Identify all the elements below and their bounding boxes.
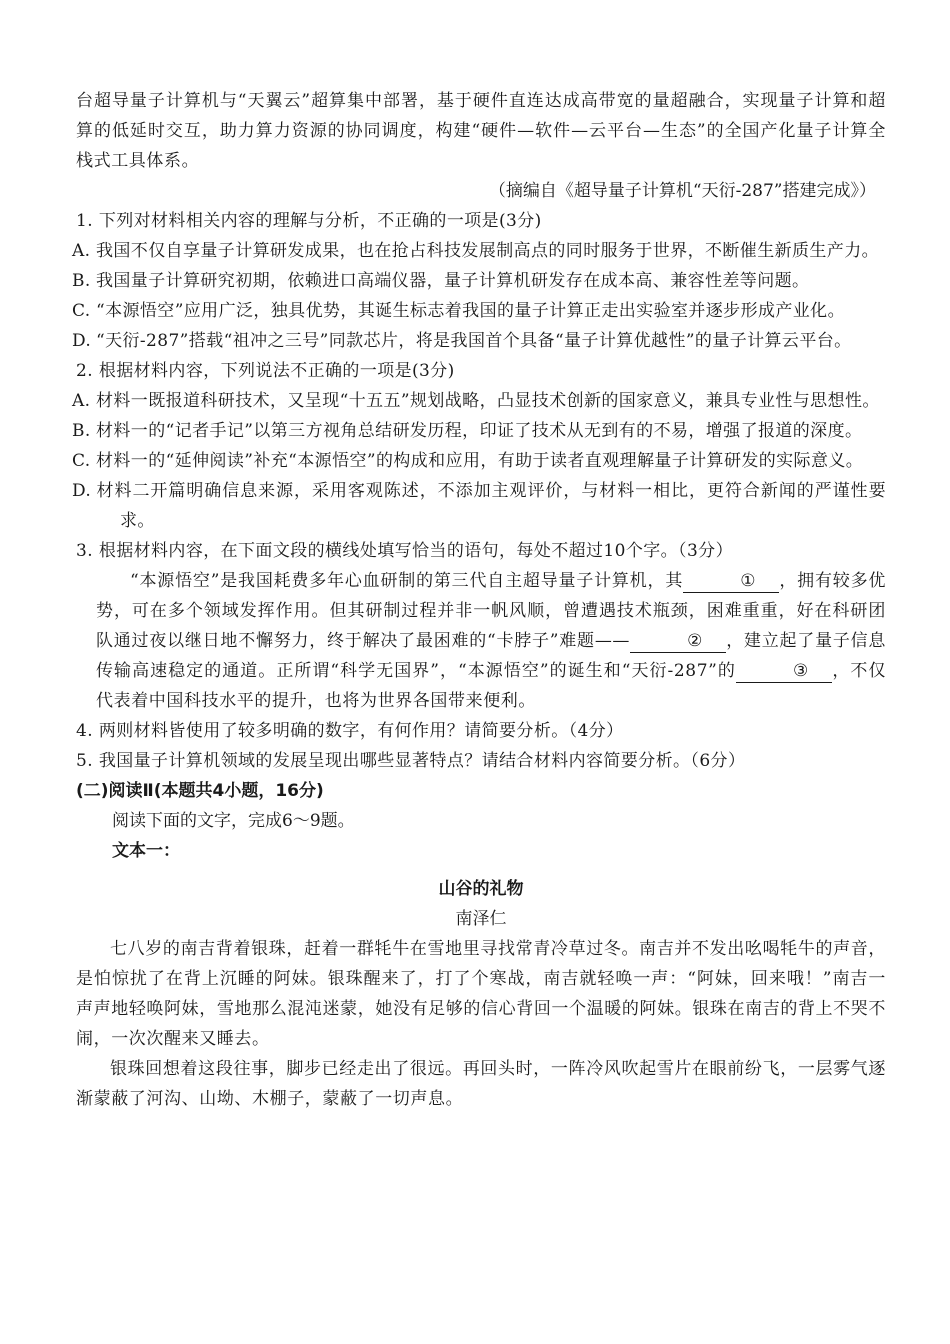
question-2 [72,356,886,536]
passage-segment: “本源悟空”是我国耗费多年心血研制的第三代自主超导量子计算机，其 [130,571,684,591]
passage-segment: ，不仅代表着中国科技水平的提升，也将为世界各国带来便利。 [96,661,886,711]
option-text: “天衍-287”搭载“祖冲之三号”同款芯片，将是我国首个具备“量子计算优越性”的量子计算云平台。 [96,331,852,351]
question-4: 4. 两则材料皆使用了较多明确的数字，有何作用？请简要分析。（4分） [76,721,624,741]
question-2-option-d: D. 材料二开篇明确信息来源，采用客观陈述，不添加主观评价，与材料一相比，更符合新闻的严谨性要求。 [72,481,886,531]
story-author: 南泽仁 [455,909,507,929]
option-text: 材料二开篇明确信息来源，采用客观陈述，不添加主观评价，与材料一相比，更符合新闻的严谨性要求。 [96,481,886,531]
passage-segment: ，建立起了量子信息传输高速稳定的通道。正所谓“科学无国界”，“本源悟空”的诞生和“天衍-287”的 [96,631,886,681]
blank-3[interactable]: ③ [736,660,832,683]
option-text: 我国不仅自享量子计算研发成果，也在抢占科技发展制高点的同时服务于世界，不断催生新质生产力。 [96,241,879,261]
question-3-stem: 3. 根据材料内容，在下面文段的横线处填写恰当的语句，每处不超过10个字。（3分） [76,541,733,561]
section-heading: (二)阅读Ⅱ(本题共4小题，16分) [76,781,324,801]
question-5: 5. 我国量子计算机领域的发展呈现出哪些显著特点？请结合材料内容简要分析。（6分） [76,751,746,771]
option-text: 材料一既报道科研技术，又呈现“十五五”规划战略，凸显技术创新的国家意义，兼具专业性与思想性。 [96,391,880,411]
question-3 [76,536,886,716]
reading-instruction: 阅读下面的文字，完成6～9题。 [112,811,355,831]
question-2-option-b: B. 材料一的“记者手记”以第三方视角总结研发历程，印证了技术从无到有的不易，增强了报道的深度。 [72,421,863,441]
question-1-option-a: A. 我国不仅自享量子计算研发成果，也在抢占科技发展制高点的同时服务于世界，不断催生新质生产力。 [72,241,879,261]
question-1-option-b: B. 我国量子计算研究初期，依赖进口高端仪器，量子计算机研发存在成本高、兼容性差等问题。 [72,271,810,291]
question-2-stem: 2. 根据材料内容，下列说法不正确的一项是(3分) [76,361,455,381]
story-title: 山谷的礼物 [438,879,524,899]
question-1-option-d: D. “天衍-287”搭载“祖冲之三号”同款芯片，将是我国首个具备“量子计算优越性”的量子计算云平台。 [72,331,852,351]
question-3-passage [76,566,886,716]
article-source: （摘编自《超导量子计算机“天衍-287”搭建完成》） [488,181,876,201]
option-text: 我国量子计算研究初期，依赖进口高端仪器，量子计算机研发存在成本高、兼容性差等问题。 [96,271,810,291]
option-text: 材料一的“记者手记”以第三方视角总结研发历程，印证了技术从无到有的不易，增强了报道的深度。 [96,421,863,441]
story-paragraph: 银珠回想着这段往事，脚步已经走出了很远。再回头时，一阵冷风吹起雪片在眼前纷飞，一层雾气逐渐蒙蔽了河沟、山坳、木棚子，蒙蔽了一切声息。 [76,1059,886,1109]
question-1 [72,206,886,356]
passage-segment: ，拥有较多优势，可在多个领域发挥作用。但其研制过程并非一帆风顺，曾遭遇技术瓶颈，困难重重，好在科研团队通过夜以继日地不懈努力，终于解决了最困难的“卡脖子”难题—— [96,571,886,651]
intro-paragraph: 台超导量子计算机与“天翼云”超算集中部署，基于硬件直连达成高带宽的量超融合，实现量子计算和超算的低延时交互，助力算力资源的协同调度，构建“硬件—软件—云平台—生态”的全国产化量子计算全栈式工具体系。 [76,91,886,171]
story-paragraph: 七八岁的南吉背着银珠，赶着一群牦牛在雪地里寻找常青冷草过冬。南吉并不发出吆喝牦牛的声音，是怕惊扰了在背上沉睡的阿妹。银珠醒来了，打了个寒战，南吉就轻唤一声：“阿妹，回来哦！”南吉一声声地轻唤阿妹，雪地那么混沌迷蒙，她没有足够的信心背回一个温暖的阿妹。银珠在南吉的背上不哭不闹，一次次醒来又睡去。 [76,939,886,1049]
blank-2[interactable]: ② [630,630,726,653]
question-2-option-c: C. 材料一的“延伸阅读”补充“本源悟空”的构成和应用，有助于读者直观理解量子计算研发的实际意义。 [72,451,864,471]
option-text: “本源悟空”应用广泛，独具优势，其诞生标志着我国的量子计算正走出实验室并逐步形成产业化。 [96,301,845,321]
option-text: 材料一的“延伸阅读”补充“本源悟空”的构成和应用，有助于读者直观理解量子计算研发的实际意义。 [96,451,864,471]
question-2-option-a: A. 材料一既报道科研技术，又呈现“十五五”规划战略，凸显技术创新的国家意义，兼具专业性与思想性。 [72,391,880,411]
question-1-option-c: C. “本源悟空”应用广泛，独具优势，其诞生标志着我国的量子计算正走出实验室并逐步形成产业化。 [72,301,845,321]
blank-1[interactable]: ① [683,570,779,593]
question-1-stem: 1. 下列对材料相关内容的理解与分析，不正确的一项是(3分) [76,211,542,231]
text-label: 文本一： [112,841,180,861]
